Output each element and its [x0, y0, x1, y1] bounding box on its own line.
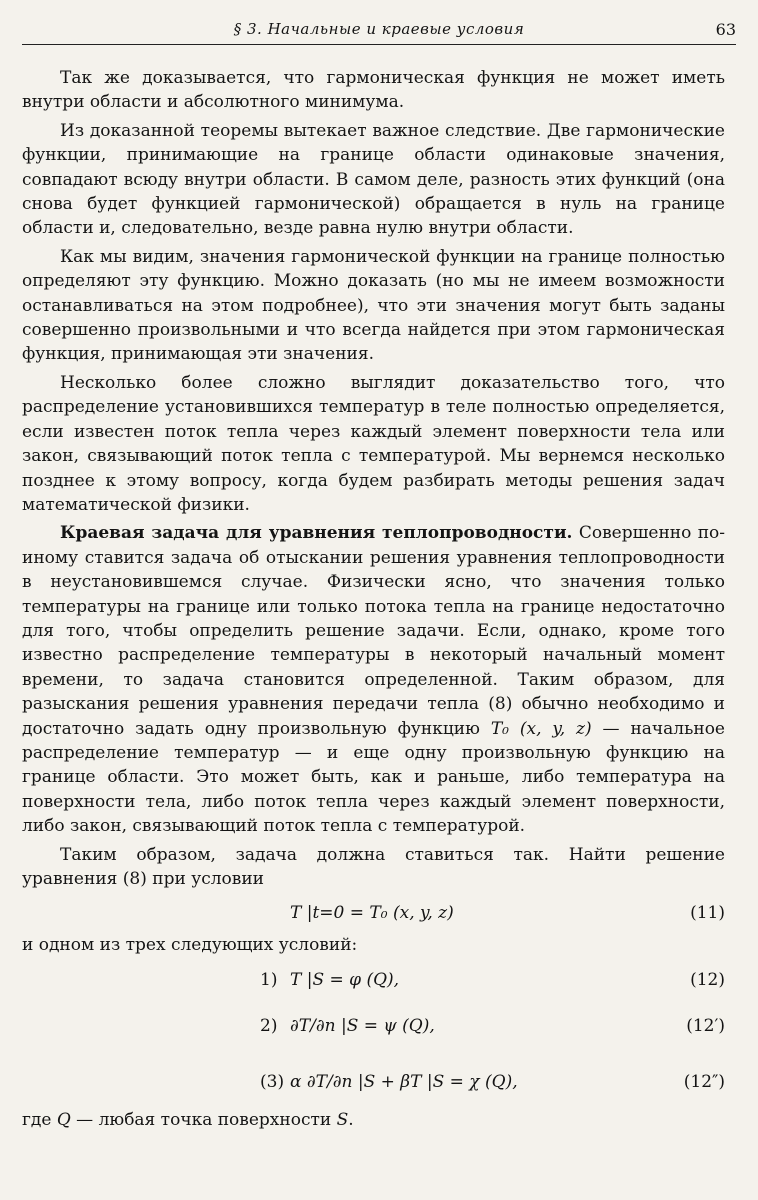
equation-formula: α ∂T/∂n |S + βT |S = χ (Q),: [290, 1071, 518, 1092]
surface-s: S: [336, 1109, 349, 1130]
equation-formula: T |t=0 = T₀ (x, y, z): [290, 903, 454, 924]
equation-12: [22, 962, 725, 1000]
paragraph-4: Несколько более сложно выглядит доказательство того, что распределение установившихся температур в теле полностью определяется, если известен поток тепла через каждый элемент поверхности тела или закон, связывающий поток тепла с температурой. Мы вернемся несколько позднее к этому вопросу, когда будем разбирать методы решения задач математической физики.: [22, 372, 725, 515]
paragraph-5-text-b: — начальное распределение температур — и еще одну произвольную функцию на границе области. Это может быть, как и раньше, либо температура на поверхности тела, либо поток тепла через каждый элемент поверхности, либо закон, связывающий поток тепла с температурой.: [22, 718, 725, 837]
paragraph-3: Как мы видим, значения гармонической функции на границе полностью определяют эту функцию. Можно доказать (но мы не имеем возможности останавливаться на этом подробнее), что эти значения могут быть заданы совершенно произвольными и что всегда найдется при этом гармоническая функция, принимающая эти значения.: [22, 246, 725, 365]
page-number: 63: [715, 20, 736, 39]
paragraph-5: [22, 521, 725, 838]
paragraph-2: Из доказанной теоремы вытекает важное следствие. Две гармонические функции, принимающие на границе области одинаковые значения, совпадают всюду внутри области. В самом деле, разность этих функций (она снова будет функцией гармонической) обращается в нуль на границе области и, следовательно, везде равна нулю внутри области.: [22, 120, 725, 239]
page-body: [22, 66, 725, 1136]
paragraph-7: и одном из трех следующих условий:: [22, 935, 358, 956]
equation-label: (3): [260, 1071, 285, 1092]
equation-formula: ∂T/∂n |S = ψ (Q),: [290, 1015, 435, 1036]
equation-label: 2): [260, 1015, 278, 1036]
section-title: § 3. Начальные и краевые условия: [233, 20, 525, 38]
initial-function: T₀ (x, y, z): [490, 718, 592, 739]
paragraph-6: Таким образом, задача должна ставиться так. Найти решение уравнения (8) при условии: [22, 844, 725, 889]
equation-number: (12): [690, 969, 725, 990]
paragraph-8-text-b: — любая точка поверхности: [70, 1109, 337, 1130]
paragraph-8-text-a: где: [22, 1109, 57, 1130]
paragraph-8-text-c: .: [348, 1109, 354, 1130]
paragraph-heading: Краевая задача для уравнения теплопроводности.: [60, 523, 573, 544]
point-q: Q: [56, 1109, 71, 1130]
equation-number: (12′): [686, 1015, 725, 1036]
equation-12-double-prime: [22, 1048, 725, 1108]
paragraph-5-text-a: Совершенно по-иному ставится задача об отыскании решения уравнения теплопроводности в неустановившемся случае. Физически ясно, что значения только температуры на границе или только потока тепла на границе недостаточно для того, чтобы определить решение задачи. Если, однако, кроме того известно распределение температуры в некоторый начальный момент времени, то задача становится определенной. Таким образом, для разыскания решения уравнения передачи тепла (8) обычно необходимо и достаточно задать одну произвольную функцию: [22, 523, 725, 739]
equation-label: 1): [260, 969, 278, 990]
equation-number: (12″): [683, 1071, 725, 1092]
paragraph-1: Так же доказывается, что гармоническая функция не может иметь внутри области и абсолютного минимума.: [22, 68, 725, 113]
equation-11: [22, 895, 725, 933]
paragraph-8: [22, 1108, 725, 1132]
equation-formula: T |S = φ (Q),: [290, 969, 400, 990]
running-header: [22, 14, 736, 45]
equation-number: (11): [690, 903, 725, 924]
equation-12-prime: [22, 1000, 725, 1048]
